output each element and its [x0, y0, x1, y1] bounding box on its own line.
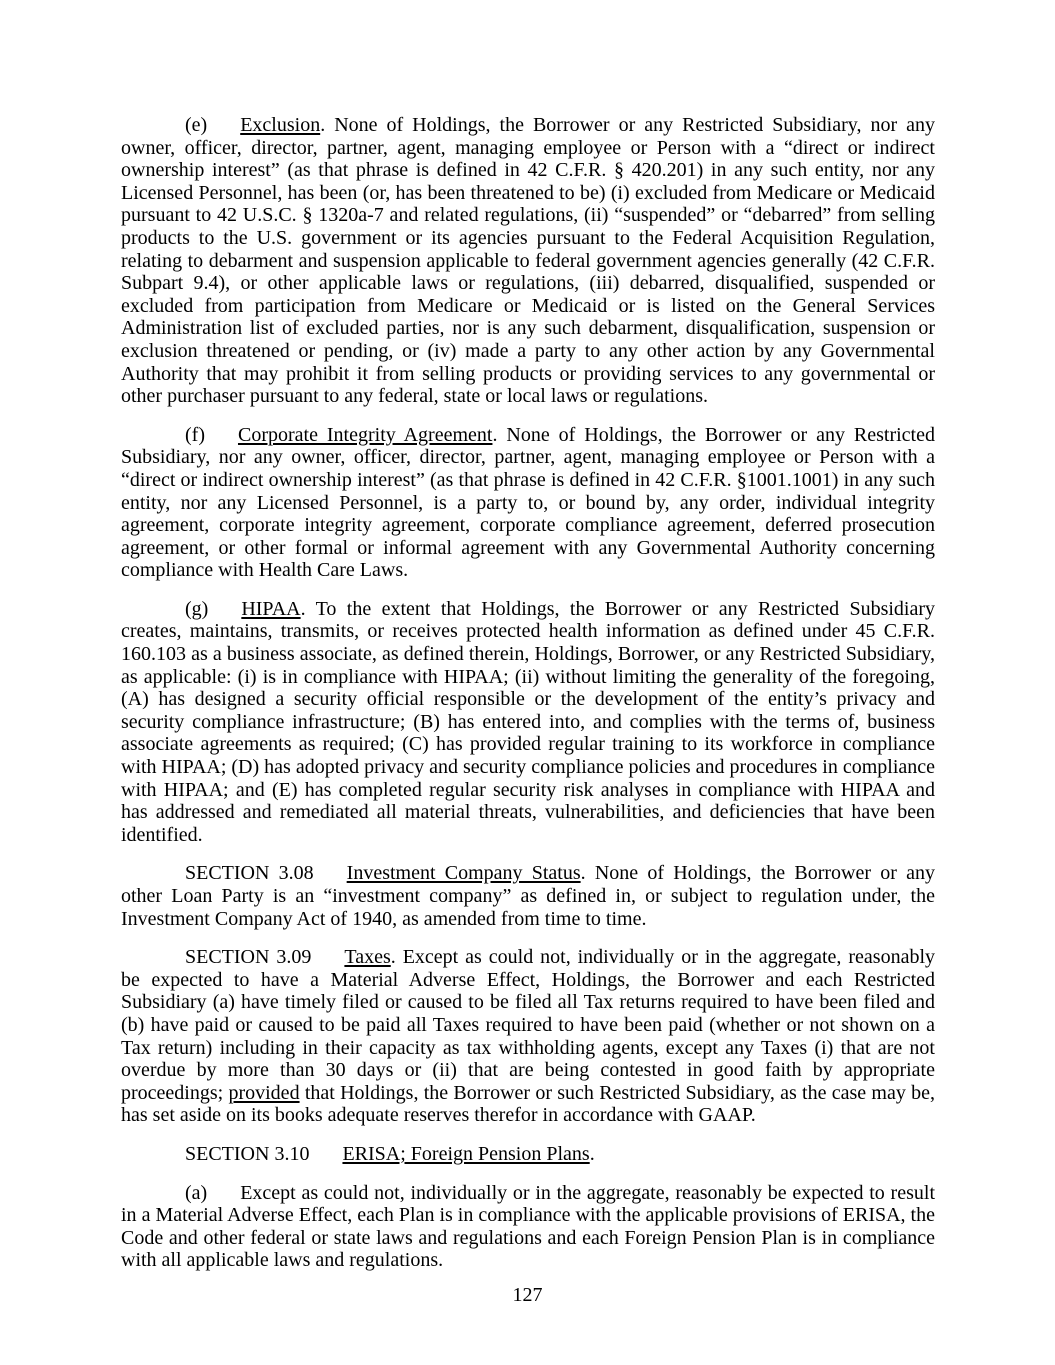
clause-heading: Corporate Integrity Agreement [237, 423, 493, 446]
section-body-before-provided: . Except as could not, individually or in the aggregate, reasonably be expected to have a Material Adverse Effect, Holdings, the Borrower and each Restricted Subsidiary (a) have timely filed or caused to be filed all Tax returns required to have been filed and (b) have paid or caused to be paid all Taxes required to have been paid (whether or not shown on a Tax return) including in their capacity as tax withholding agents, except any Taxes (i) that are not overdue by more than 30 days or (ii) that are being contested in good faith by appropriate proceedings; [121, 946, 935, 1104]
paragraph-f-corporate-integrity-agreement [121, 424, 935, 582]
clause-label: (e) [185, 114, 208, 136]
section-heading: Investment Company Status [346, 862, 581, 885]
clause-body: . None of Holdings, the Borrower or any Restricted Subsidiary, nor any owner, officer, director, partner, agent, managing employee or Person with a “direct or indirect ownership interest” (as that phrase is defined in 42 C.F.R. § 420.201) in any such entity, nor any Licensed Personnel, has been (or, has been threatened to be) (i) excluded from Medicare or Medicaid pursuant to 42 U.S.C. § 1320a-7 and related regulations, (ii) “suspended” or “debarred” from selling products to the U.S. government or its agencies pursuant to the Federal Acquisition Regulation, relating to debarment and suspension applicable to federal government agencies generally (42 C.F.R. Subpart 9.4), or other applicable laws or regulations, (iii) debarred, disqualified, suspended or excluded from participation from Medicare or Medicaid or is listed on the General Services Administration list of excluded parties, nor is any such debarment, disqualification, suspension or exclusion threatened or pending, or (iv) made a party to any other action by any Governmental Authority that may prohibit it from selling products or providing services to any governmental or other purchaser pursuant to any federal, state or local laws or regulations. [121, 114, 935, 408]
page-number: 127 [512, 1284, 543, 1307]
clause-heading: HIPAA [241, 597, 301, 620]
paragraph-section-3-09 [121, 946, 935, 1127]
section-heading: ERISA; Foreign Pension Plans [342, 1142, 590, 1165]
section-label: SECTION 3.08 [185, 862, 314, 885]
section-label: SECTION 3.10 [185, 1142, 310, 1165]
clause-body: Except as could not, individually or in the aggregate, reasonably be expected to result in a Material Adverse Effect, each Plan is in compliance with the applicable provisions of ERISA, the Code and other federal or state laws and regulations and each Foreign Pension Plan is in compliance with all applicable laws and regulations. [121, 1181, 935, 1272]
clause-label: (a) [185, 1181, 208, 1204]
clause-label: (f) [185, 423, 205, 446]
paragraph-section-3-08 [121, 862, 935, 930]
paragraph-e-exclusion [121, 114, 935, 408]
provided-term: provided [228, 1081, 300, 1104]
clause-label: (g) [185, 597, 209, 620]
section-label: SECTION 3.09 [185, 946, 312, 969]
clause-heading: Exclusion [240, 114, 321, 136]
clause-body: . None of Holdings, the Borrower or any Restricted Subsidiary, nor any owner, officer, director, partner, agent, managing employee or Person with a “direct or indirect ownership interest” (as that phrase is defined in 42 C.F.R. §1001.1001) in any such entity, nor any Licensed Personnel, is a party to, or bound by, any order, individual integrity agreement, corporate integrity agreement, corporate compliance agreement, deferred prosecution agreement, or other formal or informal agreement with any Governmental Authority concerning compliance with Health Care Laws. [121, 423, 935, 582]
paragraph-a-erisa [121, 1182, 935, 1272]
paragraph-g-hipaa [121, 598, 935, 847]
clause-body: . To the extent that Holdings, the Borrower or any Restricted Subsidiary creates, maintains, transmits, or receives protected health information as defined under 45 C.F.R. 160.103 as a business associate, as defined therein, Holdings, Borrower, or any Restricted Subsidiary, as applicable: (i) is in compliance with HIPAA; (ii) without limiting the generality of the foregoing, (A) has designed a security official responsible or the development of the entity’s privacy and security compliance infrastructure; (B) has entered into, and complies with the terms of, business associate agreements as required; (C) has provided regular training to its workforce in compliance with HIPAA; (D) has adopted privacy and security compliance policies and procedures in compliance with HIPAA; and (E) has completed regular security risk analyses in compliance with HIPAA and has addressed and remediated all material threats, vulnerabilities, and deficiencies that have been identified. [121, 597, 936, 846]
section-heading: Taxes [344, 946, 391, 969]
paragraph-section-3-10 [121, 1143, 935, 1166]
section-body: . None of Holdings, the Borrower or any other Loan Party is an “investment company” as defined in, or subject to regulation under, the Investment Company Act of 1940, as amended from time to time. [121, 862, 935, 930]
section-body: . [589, 1142, 595, 1165]
section-body-after-provided: that Holdings, the Borrower or such Restricted Subsidiary, as the case may be, has set aside on its books adequate reserves therefor in accordance with GAAP. [121, 1081, 936, 1127]
